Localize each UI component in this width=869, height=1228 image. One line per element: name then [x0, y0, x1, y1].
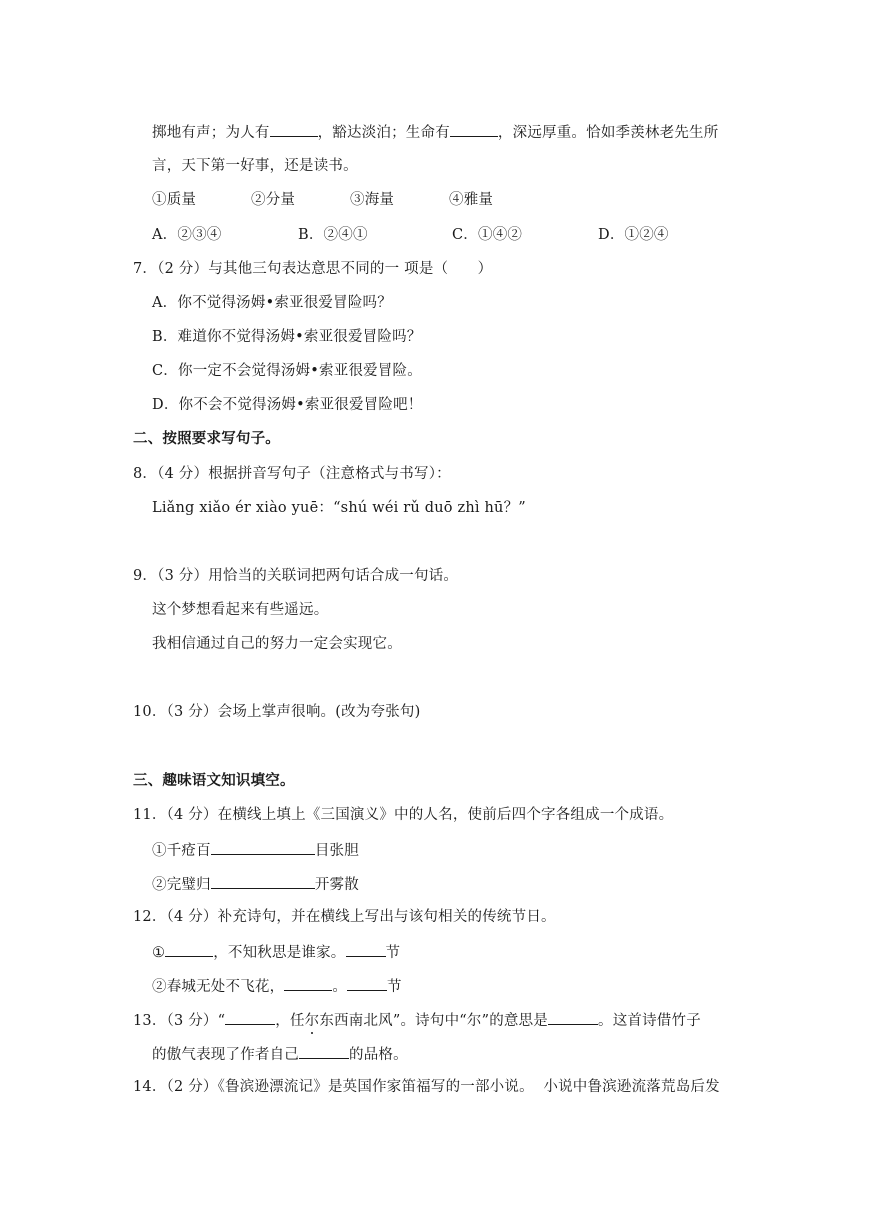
- q7-stem: 7．（2 分）与其他三句表达意思不同的一 项是（ ）: [133, 261, 493, 277]
- q6-word-4: ④雅量: [449, 192, 494, 208]
- q12-item-1-pre: ①: [152, 945, 166, 961]
- q6-word-list: [152, 190, 752, 210]
- q8-pinyin: Liǎng xiǎo ér xiào yuē：“shú wéi rǔ duō zhì hū？”: [152, 500, 526, 516]
- q7-option-a[interactable]: A．你不觉得汤姆•索亚很爱冒险吗？: [152, 295, 392, 311]
- q13-text-l2b: 的品格。: [349, 1047, 408, 1063]
- q11-item-2-post: 开雾散: [314, 877, 359, 893]
- q13-blank-3[interactable]: [299, 1043, 349, 1059]
- q6-continuation-line-2: 言，天下第一好事，还是读书。: [152, 158, 358, 174]
- q13-blank-2[interactable]: [548, 1009, 598, 1025]
- q13-line-1: [133, 1009, 701, 1031]
- q13-blank-1[interactable]: [225, 1009, 275, 1025]
- q6-blank-1[interactable]: [270, 121, 318, 137]
- q6-option-a[interactable]: A．②③④: [152, 227, 222, 243]
- q7-option-c[interactable]: C．你一定不会觉得汤姆•索亚很爱冒险。: [152, 363, 422, 379]
- q13-text-c: 东西南北风”。诗句中“尔”的意思是: [319, 1013, 548, 1029]
- q11-blank-2[interactable]: [211, 873, 315, 889]
- q8-stem: 8．（4 分）根据拼音写句子（注意格式与书写）：: [133, 466, 451, 482]
- q7-option-b[interactable]: B．难道你不觉得汤姆•索亚很爱冒险吗？: [152, 329, 422, 345]
- section-3-heading: 三、趣味语文知识填空。: [133, 772, 295, 789]
- q12-blank-1a[interactable]: [165, 941, 213, 957]
- q13-line-2: [152, 1043, 408, 1065]
- q11-item-1-pre: ①千疮百: [152, 843, 211, 859]
- q13-text-a: 13．（3 分）“: [133, 1013, 226, 1029]
- q7-option-d[interactable]: D．你不会不觉得汤姆•索亚很爱冒险吧！: [152, 397, 423, 413]
- q6-word-1: ①质量: [152, 192, 197, 208]
- q6-options: [152, 225, 752, 245]
- q12-item-2-mid: 。: [332, 979, 348, 995]
- q6-text-c: ，深远厚重。恰如季羡林老先生所: [497, 125, 719, 141]
- q12-item-1-post: 节: [385, 945, 401, 961]
- q6-word-2: ②分量: [251, 192, 296, 208]
- q13-text-l2a: 的傲气表现了作者自己: [152, 1047, 299, 1063]
- q13-text-b: ，任: [275, 1013, 305, 1029]
- q13-emphasized-char: 尔: [304, 1013, 320, 1029]
- q12-item-2-pre: ②春城无处不飞花，: [152, 979, 285, 995]
- q11-item-1: [152, 839, 359, 861]
- q6-option-b[interactable]: B．②④①: [298, 227, 368, 243]
- q14-stem: 14．（2 分）《鲁滨逊漂流记》是英国作家笛福写的一部小说。 小说中鲁滨逊流落荒岛后发: [133, 1079, 720, 1095]
- q9-stem: 9．（3 分）用恰当的关联词把两句话合成一句话。: [133, 568, 459, 584]
- q12-item-2-post: 节: [387, 979, 402, 995]
- q12-stem: 12．（4 分）补充诗句，并在横线上写出与该句相关的传统节日。: [133, 909, 556, 925]
- q11-item-2: [152, 873, 359, 895]
- q10-stem: 10．（3 分）会场上掌声很响。(改为夸张句): [133, 704, 421, 720]
- q6-text-b: ，豁达淡泊；生命有: [317, 125, 450, 141]
- q6-option-c[interactable]: C．①④②: [452, 227, 523, 243]
- q9-sentence-1: 这个梦想看起来有些遥远。: [152, 602, 329, 618]
- q6-blank-2[interactable]: [450, 121, 498, 137]
- q6-continuation-line-1: [152, 121, 718, 143]
- q12-item-2: [152, 975, 402, 997]
- q12-item-1: [152, 941, 400, 963]
- q11-stem: 11．（4 分）在横线上填上《三国演义》中的人名，使前后四个字各组成一个成语。: [133, 807, 674, 823]
- q11-blank-1[interactable]: [211, 839, 315, 855]
- q12-item-1-mid: ，不知秋思是谁家。: [213, 945, 346, 961]
- q6-text-a: 掷地有声；为人有: [152, 125, 270, 141]
- q11-item-1-post: 目张胆: [314, 843, 359, 859]
- q12-blank-2b[interactable]: [347, 975, 387, 991]
- q9-sentence-2: 我相信通过自己的努力一定会实现它。: [152, 636, 402, 652]
- q11-item-2-pre: ②完璧归: [152, 877, 211, 893]
- q12-blank-2a[interactable]: [284, 975, 332, 991]
- q12-blank-1b[interactable]: [346, 941, 386, 957]
- section-2-heading: 二、按照要求写句子。: [133, 430, 280, 447]
- q6-option-d[interactable]: D．①②④: [598, 227, 669, 243]
- q13-text-d: 。这首诗借竹子: [598, 1013, 701, 1029]
- q6-word-3: ③海量: [350, 192, 395, 208]
